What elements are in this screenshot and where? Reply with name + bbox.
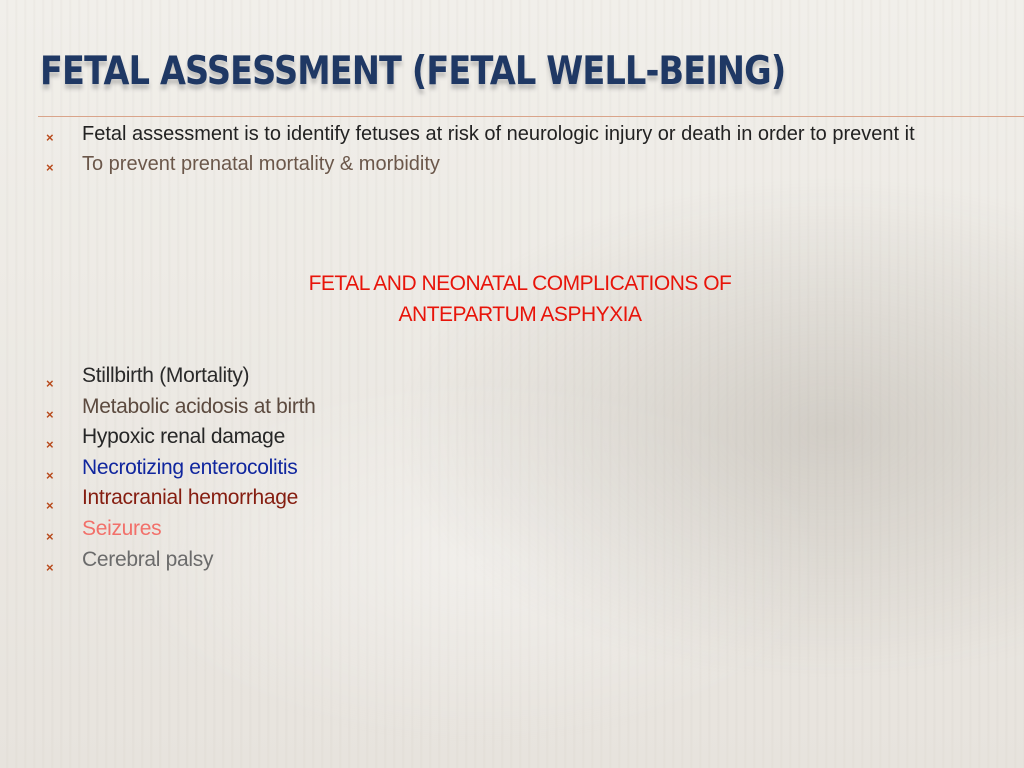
complication-text: Metabolic acidosis at birth <box>82 394 316 418</box>
x-bullet-icon: × <box>46 406 54 422</box>
complication-item <box>44 545 316 576</box>
complication-item <box>44 392 316 423</box>
intro-list <box>44 122 974 182</box>
x-bullet-icon: × <box>46 467 54 483</box>
x-bullet-icon: × <box>46 559 54 575</box>
complication-item <box>44 453 316 484</box>
intro-text: Fetal assessment is to identify fetuses at risk of neurologic injury or death in order to prevent it <box>82 123 915 145</box>
x-bullet-icon: × <box>46 498 54 514</box>
x-bullet-icon: × <box>46 160 54 175</box>
complications-list <box>44 361 316 575</box>
complication-text: Intracranial hemorrhage <box>82 486 299 510</box>
complications-heading-line-1: FETAL AND NEONATAL COMPLICATIONS OF <box>308 272 732 295</box>
intro-item <box>44 152 974 176</box>
complications-heading-line-2: ANTEPARTUM ASPHYXIA <box>398 303 642 326</box>
complication-text: Cerebral palsy <box>82 547 214 571</box>
complication-text: Stillbirth (Mortality) <box>82 364 250 387</box>
x-bullet-icon: × <box>46 528 54 544</box>
complication-item <box>44 514 316 545</box>
slide-title: FETAL ASSESSMENT (FETAL WELL-BEING) <box>40 49 786 94</box>
x-bullet-icon: × <box>46 376 54 391</box>
complication-item <box>44 483 316 514</box>
intro-text: To prevent prenatal mortality & morbidity <box>82 153 440 175</box>
x-bullet-icon: × <box>46 130 54 145</box>
complication-text: Necrotizing enterocolitis <box>82 455 298 479</box>
complication-item <box>44 422 316 453</box>
x-bullet-icon: × <box>46 437 54 453</box>
complications-heading <box>0 268 1024 330</box>
title-divider <box>38 116 1024 117</box>
complication-text: Seizures <box>82 516 162 540</box>
complication-item <box>44 361 316 392</box>
intro-item <box>44 122 974 146</box>
complication-text: Hypoxic renal damage <box>82 425 285 449</box>
